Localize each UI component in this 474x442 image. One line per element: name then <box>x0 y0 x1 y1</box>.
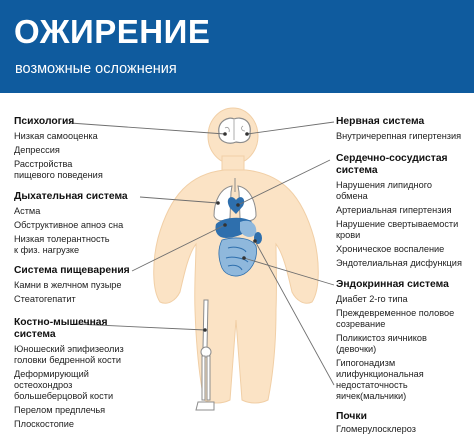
block-title: Почки <box>336 411 367 422</box>
block-title: Система пищеварения <box>14 265 130 276</box>
block-title: Костно-мышечная система <box>14 317 108 340</box>
block-item: Низкая толерантность к физ. нагрузке <box>14 234 110 255</box>
block-endocrine <box>336 279 472 402</box>
block-item: Астма <box>14 206 41 216</box>
block-item: Деформирующий остеохондроз большеберцовой кости <box>14 369 114 401</box>
block-item: Нарушения липидного обмена <box>336 180 432 201</box>
block-item: Гломерулосклероз <box>336 424 416 434</box>
block-item: Низкая самооценка <box>14 131 98 141</box>
block-item: Артериальная гипертензия <box>336 205 452 215</box>
block-item: Внутричерепная гипертензия <box>336 131 462 141</box>
block-respiratory <box>14 191 159 256</box>
page-subtitle: возможные осложнения <box>15 61 177 77</box>
femur <box>203 300 208 348</box>
block-musculoskeletal <box>14 317 159 430</box>
block-nervous <box>336 116 472 142</box>
block-item: Диабет 2-го типа <box>336 294 408 304</box>
block-title: Нервная система <box>336 116 425 127</box>
block-item: Эндотелиальная дисфункция <box>336 258 462 268</box>
brain-icon <box>219 118 250 143</box>
block-item: Гипогонадизм илифункциональная недостаточность яичек(мальчики) <box>336 358 424 401</box>
block-item: Расстройства пищевого поведения <box>14 159 103 180</box>
block-item: Юношеский эпифизеолиз головки бедренной кости <box>14 344 124 365</box>
page-title: ОЖИРЕНИЕ <box>14 13 211 50</box>
block-psychology <box>14 116 159 181</box>
block-title: Эндокринная система <box>336 279 449 290</box>
block-cardiovascular <box>336 153 472 269</box>
block-item: Стеатогепатит <box>14 294 76 304</box>
block-title: Сердечно-сосудистая система <box>336 153 448 176</box>
liver-icon <box>215 218 256 238</box>
block-item: Поликистоз яичников (девочки) <box>336 333 427 354</box>
block-item: Перелом предплечья <box>14 405 106 415</box>
block-digestive <box>14 265 159 305</box>
block-item: Преждевременное половое созревание <box>336 308 455 329</box>
block-item: Плоскостопие <box>14 419 75 429</box>
block-kidneys <box>336 411 472 435</box>
block-item: Нарушение свертываемости крови <box>336 219 459 240</box>
block-title: Дыхательная система <box>14 191 128 202</box>
block-item: Обструктивное апноэ сна <box>14 220 124 230</box>
block-title: Психология <box>14 116 75 127</box>
block-item: Хроническое воспаление <box>336 244 445 254</box>
block-item: Камни в желчном пузыре <box>14 280 122 290</box>
block-item: Депрессия <box>14 145 60 155</box>
